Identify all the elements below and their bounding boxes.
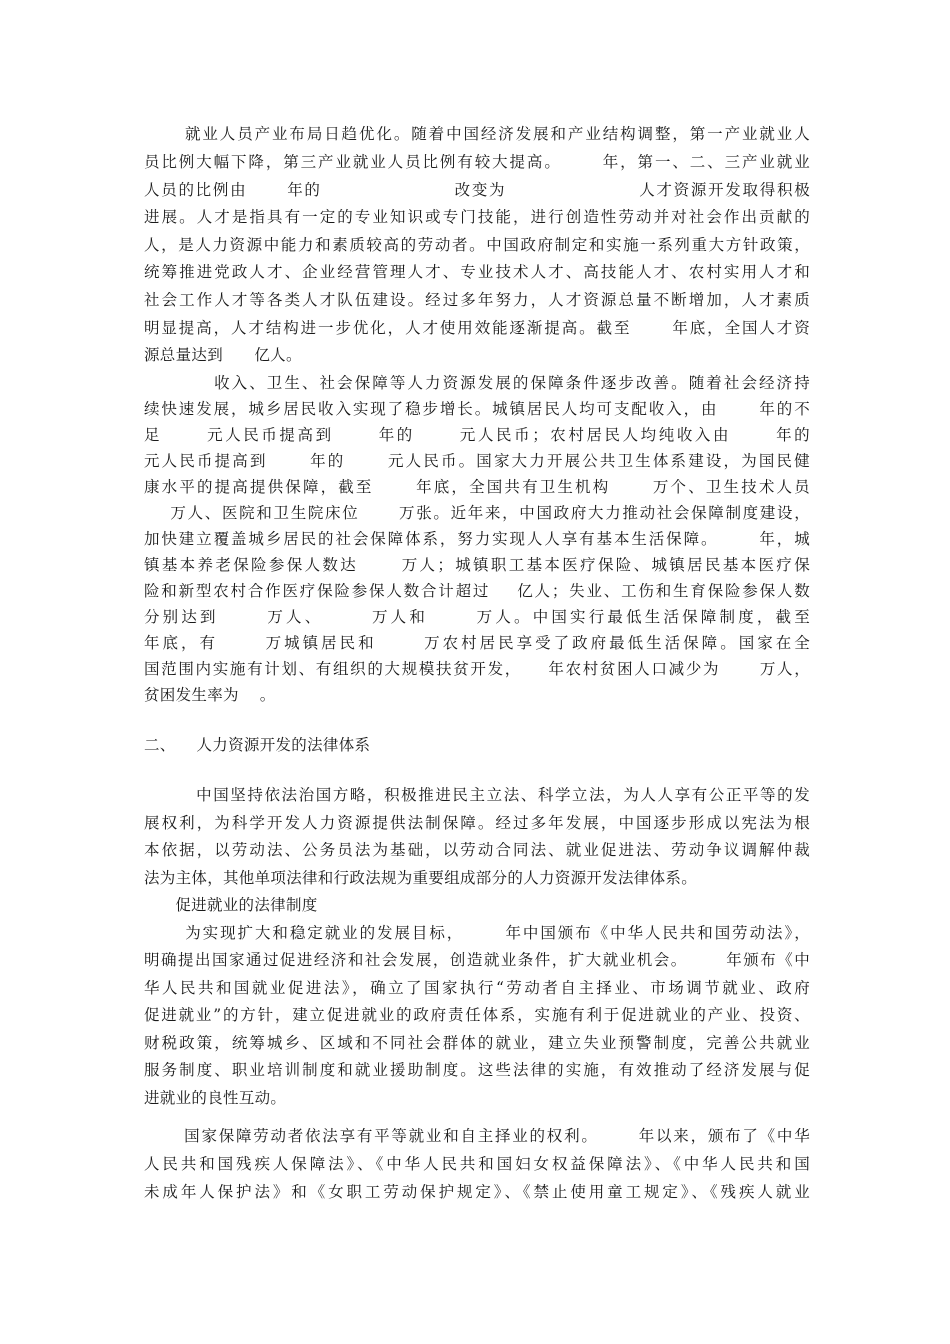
text-line: 镇基本养老保险参保人数达 万人；城镇职工基本医疗保险、城镇居民基本医疗保 [144,556,810,574]
text-line: 分别达到 万人、 万人和 万人。中国实行最低生活保障制度，截至 [144,608,810,626]
text-line: 国家保障劳动者依法享有平等就业和自主择业的权利。 年以来，颁布了《中华 [144,1127,810,1145]
text-line: 收入、卫生、社会保障等人力资源发展的保障条件逐步改善。随着社会经济持 [144,374,810,392]
text-line: 源总量达到 亿人。 [144,346,302,364]
text-line: 康水平的提高提供保障，截至 年底，全国共有卫生机构 万个、卫生技术人员 [144,478,810,496]
text-line: 中国坚持依法治国方略，积极推进民主立法、科学立法，为人人享有公正平等的发 [144,786,810,804]
text-line: 加快建立覆盖城乡居民的社会保障体系，努力实现人人享有基本生活保障。 年，城 [144,530,810,548]
text-line: 人民共和国残疾人保障法》、《中华人民共和国妇女权益保障法》、《中华人民共和国 [144,1155,810,1173]
text-line: 明确提出国家通过促进经济和社会发展，创造就业条件，扩大就业机会。 年颁布《中 [144,951,810,969]
text-line: 足 元人民币提高到 年的 元人民币；农村居民人均纯收入由 年的 [144,426,810,444]
text-line: 华人民共和国就业促进法》，确立了国家执行“劳动者自主择业、市场调节就业、政府 [144,979,810,997]
text-line: 年底，有 万城镇居民和 万农村居民享受了政府最低生活保障。国家在全 [144,634,810,652]
text-line: 进展。人才是指具有一定的专业知识或专门技能，进行创造性劳动并对社会作出贡献的 [144,208,810,226]
text-line: 法为主体，其他单项法律和行政法规为重要组成部分的人力资源开发法律体系。 [144,869,698,887]
text-line: 员比例大幅下降，第三产业就业人员比例有较大提高。 年，第一、二、三产业就业 [144,153,810,171]
text-line: 元人民币提高到 年的 元人民币。国家大力开展公共卫生体系建设，为国民健 [144,452,810,470]
text-line: 展权利，为科学开发人力资源提供法制保障。经过多年发展，中国逐步形成以宪法为根 [144,814,810,832]
text-line: 万人、医院和卫生院床位 万张。近年来，中国政府大力推动社会保障制度建设， [144,504,810,522]
section-heading: 二、 人力资源开发的法律体系 [144,736,371,754]
text-line: 财税政策，统筹城乡、区域和不同社会群体的就业，建立失业预警制度，完善公共就业 [144,1034,810,1052]
text-line: 进就业的良性互动。 [144,1089,287,1107]
subheading-employment-law: 促进就业的法律制度 [144,896,318,914]
text-line: 贫困发生率为 。 [144,686,276,704]
text-line: 服务制度、职业培训制度和就业援助制度。这些法律的实施，有效推动了经济发展与促 [144,1061,810,1079]
text-line: 未成年人保护法》和《女职工劳动保护规定》、《禁止使用童工规定》、《残疾人就业 [144,1183,810,1201]
text-line: 国范围内实施有计划、有组织的大规模扶贫开发， 年农村贫困人口减少为 万人， [144,660,810,678]
text-line: 险和新型农村合作医疗保险参保人数合计超过 亿人；失业、工伤和生育保险参保人数 [144,582,810,600]
text-line: 人，是人力资源中能力和素质较高的劳动者。中国政府制定和实施一系列重大方针政策， [144,236,810,254]
text-line: 统筹推进党政人才、企业经营管理人才、专业技术人才、高技能人才、农村实用人才和 [144,263,810,281]
text-line: 本依据，以劳动法、公务员法为基础，以劳动合同法、就业促进法、劳动争议调解仲裁 [144,841,810,859]
text-line: 就业人员产业布局日趋优化。随着中国经济发展和产业结构调整，第一产业就业人 [144,125,810,143]
text-line: 社会工作人才等各类人才队伍建设。经过多年努力，人才资源总量不断增加，人才素质 [144,291,810,309]
text-line: 促进就业”的方针，建立促进就业的政府责任体系，实施有利于促进就业的产业、投资、 [144,1006,810,1024]
text-line: 明显提高，人才结构进一步优化，人才使用效能逐渐提高。截至 年底，全国人才资 [144,319,810,337]
text-line: 为实现扩大和稳定就业的发展目标， 年中国颁布《中华人民共和国劳动法》， [144,924,810,942]
text-line: 人员的比例由 年的 改变为 人才资源开发取得积极 [144,181,810,199]
text-line: 续快速发展，城乡居民收入实现了稳步增长。城镇居民人均可支配收入，由 年的不 [144,400,810,418]
